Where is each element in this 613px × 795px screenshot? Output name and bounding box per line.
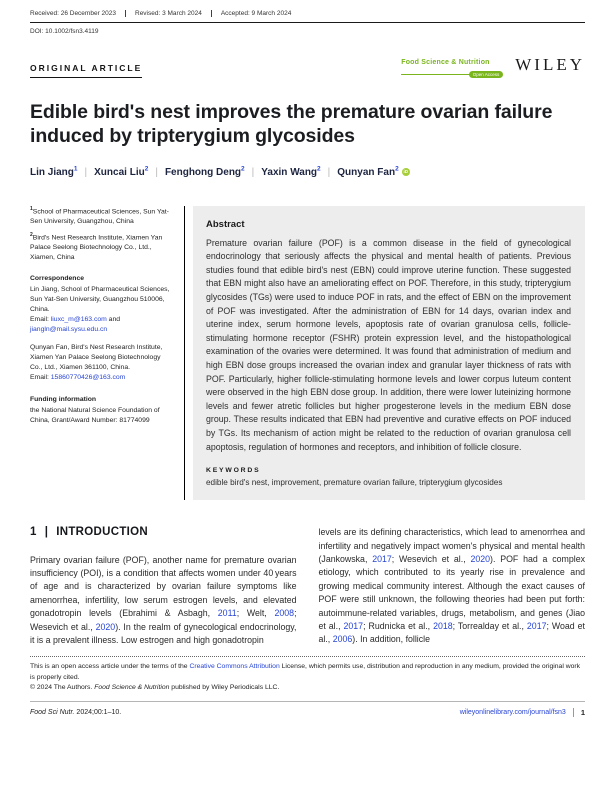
- meta-bar: [30, 10, 585, 23]
- author-affiliation-number: 1: [73, 165, 78, 173]
- author: [261, 167, 320, 178]
- doi: DOI: 10.1002/fsn3.4119: [30, 28, 99, 35]
- front-matter: [30, 206, 585, 501]
- text-segment: ). POF had a complex etiology, which contributed to its yearly rise in prevalence and growing medical community interest. Although the exact causes of POF were still unknown, the following theories had been put forth: autoimmune-related variables, drugs, metabolism, and genes (Jiao et al.,: [318, 553, 586, 632]
- text-segment: published by Wiley Periodicals LLC.: [169, 684, 280, 692]
- abstract-box: [193, 206, 585, 501]
- abstract-text: Premature ovarian failure (POF) is a common disease in the field of gynecological endocrinology that seriously affects the physical and mental health of patients. Previous studies found that edible bird's nest (EBN) could improve uterine function. These suggested that EBN might also have an ameliorating effect on POF. Therefore, in this study, tripterygium glycosides (TGs) were used to induce POF in rats, and the effect of EBN on the improvement of POF was investigated. After the administration of EBN for 14 days, ovarian index and uterine index, serum hormone levels, apoptosis rate of ovarian granulosa cells, follicle-stimulating hormone receptor (FSHR) protein expression level, and the histopathological examination of the ovaries were determined. It was found that administration of medium and high EBN dose groups increased the ovarian index and granular layer thickness of rats with POF. Particularly, higher follicle-stimulating hormone levels and lower corpus luteum content were observed in the high EBN dose group. In addition, there were lower luteinizing hormone levels and fewer atretic follicles but higher progesterone levels in the medium EBN dose group. These results indicated that EBN had preventive and curative effects on POF induced by TGs. Its mechanism of action might be related to the reduction of ovarian granulosa cell apoptosis, regulation of hormones and receptors, and inhibition of follicle closure.: [206, 237, 571, 452]
- citation-link[interactable]: 2017: [343, 621, 364, 632]
- email-link[interactable]: liuxc_m@163.com: [50, 315, 107, 323]
- author-separator: |: [84, 166, 88, 178]
- text-segment: levels are its defining characteristics, which lead to amenorrhea and infertility and negatively impact women's physical and mental health (Jankowska,: [318, 527, 585, 564]
- journal-name: Food Science & Nutrition: [401, 59, 490, 66]
- author-affiliation-number: 2: [144, 165, 149, 173]
- author-name: Lin Jiang: [30, 166, 74, 178]
- author: [30, 167, 78, 178]
- email-link[interactable]: jiangln@mail.sysu.edu.cn: [30, 325, 108, 333]
- footer-divider: [30, 701, 585, 702]
- text-segment: ; Torrealday et al.,: [452, 621, 527, 632]
- text-segment: 2024;00:1–10.: [74, 709, 122, 717]
- section-heading: [30, 526, 297, 539]
- section-number: 1: [30, 526, 37, 539]
- author-affiliation-number: 2: [317, 165, 321, 173]
- text-segment: Lin Jiang, School of Pharmaceutical Sciences, Sun Yat-Sen University, Guangzhou 510006, China.: [30, 286, 170, 313]
- sidebar: [30, 206, 172, 426]
- author-affiliation-number: 2: [395, 165, 399, 173]
- header-row: [30, 51, 585, 78]
- author: [94, 167, 148, 178]
- section-title: INTRODUCTION: [56, 526, 148, 539]
- footer: [30, 708, 585, 717]
- text-segment: 2: [30, 231, 33, 238]
- paper-title: Edible bird's nest improves the premature ovarian failure induced by tripterygium glycosides: [30, 101, 553, 148]
- journal-url-link[interactable]: wileyonlinelibrary.com/journal/fsn3: [459, 709, 566, 717]
- citation-link[interactable]: 2020: [470, 553, 491, 564]
- funding-heading: Funding information: [30, 395, 97, 403]
- text-segment: School of Pharmaceutical Sciences, Sun Yat-Sen University, Guangzhou, China: [30, 207, 169, 225]
- received-date: Received: 26 December 2023: [30, 10, 116, 17]
- open-access-badge: Open Access: [469, 71, 504, 78]
- text-segment: ; Rudnicka et al.,: [363, 621, 434, 632]
- text-segment: ; Wesevich et al.,: [30, 608, 297, 632]
- copyright-note: [30, 683, 585, 694]
- email-link[interactable]: 15860770426@163.com: [50, 374, 126, 382]
- text-segment: Bird's Nest Research Institute, Xiamen Yan Palace Seelong Biotechnology Co., Ltd., Xiamen, China: [30, 233, 163, 261]
- journal-logo[interactable]: [401, 51, 503, 78]
- author-name: Xuncai Liu: [94, 166, 145, 178]
- intro-paragraph-right: [319, 526, 586, 647]
- intro-left-column: [30, 526, 297, 647]
- author-separator: |: [155, 166, 158, 178]
- funding-text: the National Natural Science Foundation of China, Grant/Award Number: 81774099: [30, 406, 160, 424]
- text-segment: 1: [30, 205, 33, 212]
- journal-logo-underline: [401, 71, 503, 78]
- citation-link[interactable]: 2011: [217, 608, 237, 619]
- text-segment: ; Woad et al.,: [318, 621, 585, 645]
- correspondence-block-1: [30, 285, 172, 334]
- citation-link[interactable]: 2008: [274, 608, 295, 619]
- author-affiliation-number: 2: [241, 165, 245, 173]
- footer-right: [460, 708, 585, 717]
- orcid-icon[interactable]: iD: [403, 168, 408, 174]
- footnote-divider: [30, 656, 585, 657]
- citation-link[interactable]: 2020: [95, 621, 116, 632]
- revised-date: Revised: 3 March 2024: [125, 10, 211, 17]
- text-segment: ; Wesevich et al.,: [391, 553, 471, 564]
- correspondence-block-2: [30, 343, 172, 382]
- cc-license-link[interactable]: Creative Commons Attribution: [189, 663, 280, 671]
- text-segment: Qunyan Fan, Bird's Nest Research Institute, Xiamen Yan Palace Seelong Biotechnology Co., Ltd., Xiamen 361100, China.: [30, 344, 163, 372]
- text-segment: Email:: [30, 374, 51, 382]
- wiley-logo[interactable]: WILEY: [515, 55, 585, 74]
- text-segment: Email:: [30, 315, 51, 323]
- author: [165, 167, 245, 178]
- text-segment: This is an open access article under the terms of the: [30, 663, 190, 671]
- affiliation-1: [30, 206, 172, 227]
- author-separator: |: [251, 166, 255, 178]
- text-segment: ). In addition, follicle: [352, 634, 431, 645]
- author-name: Yaxin Wang: [261, 166, 318, 178]
- footer-separator: [573, 708, 574, 717]
- author-name: Qunyan Fan: [337, 166, 396, 178]
- keywords-heading: KEYWORDS: [206, 467, 261, 475]
- article-type-label: ORIGINAL ARTICLE: [30, 63, 142, 78]
- open-access-note: [30, 662, 585, 683]
- citation-link[interactable]: 2017: [372, 553, 392, 564]
- author-name: Fenghong Deng: [164, 166, 242, 178]
- abstract-panel: [184, 206, 585, 501]
- text-segment: ). In the realm of gynecological endocrinology, it is a prevalent illness. Low estrogen and high gonadotropin: [30, 621, 297, 646]
- text-segment: License, which permits use, distribution and reproduction in any medium, provided the original work is properly cited.: [30, 663, 581, 681]
- intro-right-column: [319, 526, 586, 647]
- abstract-heading: Abstract: [206, 218, 245, 230]
- footnote: [30, 662, 585, 694]
- author: [337, 167, 409, 178]
- correspondence-heading: Correspondence: [30, 275, 85, 283]
- accepted-date: Accepted: 9 March 2024: [211, 10, 300, 17]
- text-segment: © 2024 The Authors.: [30, 684, 95, 692]
- author-separator: |: [327, 166, 331, 178]
- section-separator: |: [44, 526, 49, 539]
- text-segment: ; Welt,: [236, 608, 275, 619]
- affiliation-2: [30, 232, 172, 263]
- footer-citation: [30, 709, 121, 716]
- text-segment: Food Science & Nutrition: [94, 684, 170, 692]
- text-segment: Primary ovarian failure (POF), another name for premature ovarian insufficiency (POI), is a condition that affects women under 40 years of age and is characterized by ovarian failure symptoms like amenorrhea, infertility, low serum estrogen levels, and elevated gonadotropin levels (Ebrahimi & Asbagh,: [30, 554, 297, 619]
- citation-link[interactable]: 2006: [332, 634, 353, 645]
- logos: [401, 51, 585, 78]
- body-columns: [30, 526, 585, 647]
- author-list: [30, 165, 585, 177]
- text-segment: Food Sci Nutr.: [30, 709, 75, 717]
- text-segment: and: [106, 315, 121, 323]
- keywords-text: edible bird's nest, improvement, premature ovarian failure, tripterygium glycosides: [206, 478, 503, 488]
- journal-logo-line: [401, 74, 469, 76]
- page-number: 1: [580, 708, 585, 718]
- intro-paragraph-left: [30, 554, 297, 648]
- citation-link[interactable]: 2017: [526, 621, 547, 632]
- citation-link[interactable]: 2018: [433, 621, 453, 632]
